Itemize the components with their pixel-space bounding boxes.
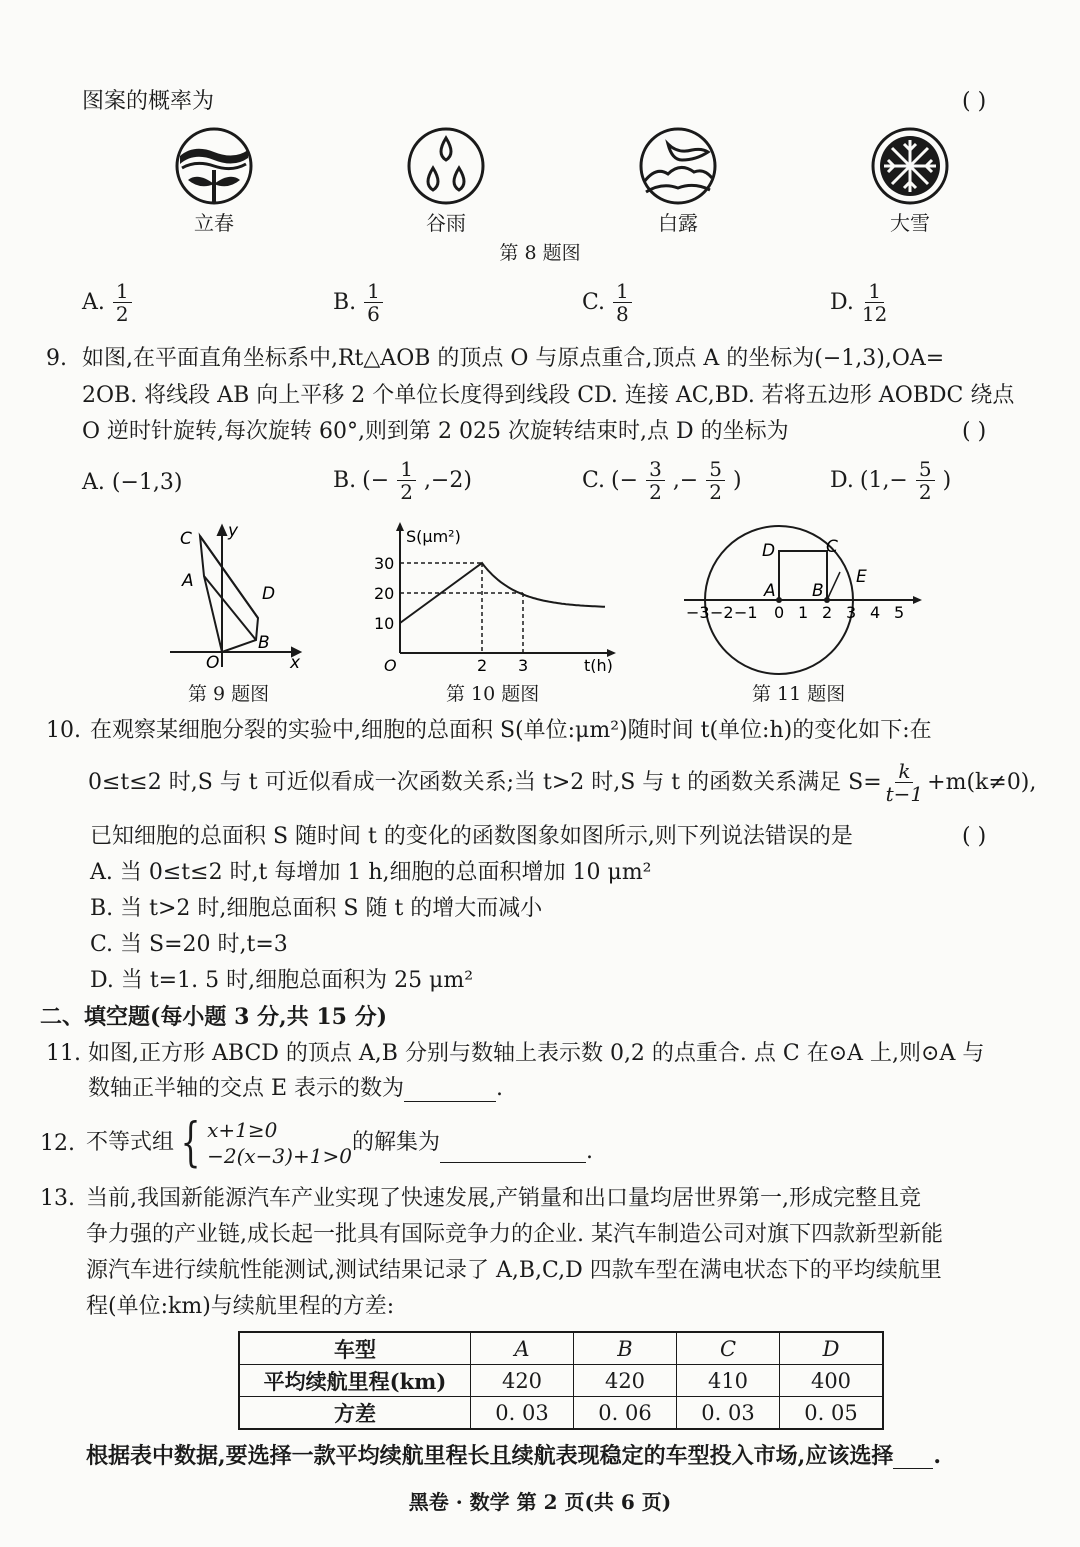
table-cell: 车型 [239, 1332, 471, 1365]
table-cell: 400 [780, 1365, 884, 1397]
q10-line3: 已知细胞的总面积 S 随时间 t 的变化的函数图象如图所示,则下列说法错误的是 [90, 824, 853, 849]
origin-label: O [384, 656, 397, 673]
table-cell: 0. 06 [574, 1397, 677, 1430]
y-axis-arrow [396, 522, 404, 531]
q11-answer-blank[interactable] [404, 1081, 496, 1102]
fraction: $\frac{5}{2}$ [706, 458, 725, 503]
guyu-icon [406, 126, 486, 206]
q13-number: 13. [40, 1186, 75, 1211]
range-table [238, 1331, 884, 1430]
fig11-label-e: E [856, 567, 867, 587]
q11-line2-text: 数轴正半轴的交点 E 表示的数为 [88, 1076, 405, 1101]
q10-line2-text: +m(k≠0), [927, 769, 1037, 795]
q10-option-a[interactable]: A. 当 0≤t≤2 时,t 每增加 1 h,细胞的总面积增加 10 μm² [90, 860, 652, 885]
table-cell: 0. 05 [780, 1397, 884, 1430]
fraction: $\frac{1}{2}$ [397, 458, 416, 503]
brace: { [180, 1113, 201, 1173]
fraction: $\frac{1}{8}$ [613, 280, 632, 325]
icon-label-bailu: 白露 [658, 211, 698, 235]
daxue-icon [870, 126, 950, 206]
tick-label: −3 [686, 603, 710, 622]
q9-option-d[interactable] [830, 458, 951, 503]
q8-option-b[interactable] [333, 280, 385, 325]
table-cell: A [471, 1332, 574, 1365]
fig9-label-c: C [180, 529, 192, 549]
option-letter: B. [333, 290, 357, 315]
option-letter: C. [582, 290, 606, 315]
option-text: (− [611, 468, 639, 493]
q13-line4: 程(单位:km)与续航里程的方差: [86, 1294, 395, 1319]
q13-line3: 源汽车进行续航性能测试,测试结果记录了 A,B,C,D 四款车型在满电状态下的平均续航里 [86, 1258, 942, 1283]
inequality-2: −2(x−3)+1>0 [207, 1144, 352, 1168]
fraction: $\frac{1}{12}$ [861, 279, 888, 326]
figure-9 [160, 522, 310, 672]
q8-answer-paren: ( ) [962, 89, 987, 114]
tick-label: 5 [894, 603, 905, 622]
table-cell: 方差 [239, 1397, 471, 1430]
q13-line1: 当前,我国新能源汽车产业实现了快速发展,产销量和出口量均居世界第一,形成完整且竞 [86, 1186, 921, 1211]
tick-label: −1 [734, 603, 758, 622]
q10-line2-text: 0≤t≤2 时,S 与 t 可近似看成一次函数关系;当 t>2 时,S 与 t 的函数关系满足 S= [88, 769, 882, 795]
q9-option-c[interactable] [582, 458, 742, 503]
fig11-label-d: D [762, 541, 776, 561]
q10-line2 [88, 760, 1036, 805]
fig9-label-x: x [290, 653, 301, 672]
y-axis-label: S(μm²) [406, 527, 461, 546]
table-cell: 0. 03 [471, 1397, 574, 1430]
option-text: ,−2) [423, 468, 472, 493]
period: . [496, 1076, 504, 1101]
table-cell: B [574, 1332, 677, 1365]
q13-conclusion [86, 1443, 941, 1469]
fig9-label-o: O [206, 653, 220, 672]
q11-number: 11. [46, 1041, 81, 1066]
icon-label-lichun: 立春 [194, 211, 234, 235]
option-text: ) [732, 468, 742, 493]
figure-10-chart [364, 518, 624, 673]
fraction: $\frac{1}{2}$ [113, 280, 132, 325]
table-cell: 420 [574, 1365, 677, 1397]
period: . [585, 1139, 593, 1164]
table-row [239, 1397, 883, 1430]
fig9-label-d: D [262, 584, 276, 604]
tick-label: −2 [710, 603, 734, 622]
fig9-label-y: y [228, 522, 239, 541]
inequality-system [207, 1117, 352, 1169]
q9-line2: 2OB. 将线段 AB 向上平移 2 个单位长度得到线段 CD. 连接 AC,BD. 若将五边形 AOBDC 绕点 [82, 383, 1015, 408]
q9-answer-paren: ( ) [962, 419, 987, 444]
option-text: ) [942, 468, 952, 493]
option-text: (− [362, 468, 390, 493]
table-cell: 0. 03 [677, 1397, 780, 1430]
x-axis-label: t(h) [584, 656, 613, 673]
inequality-1: x+1≥0 [207, 1118, 278, 1142]
q13-line2: 争力强的产业链,成长起一批具有国际竞争力的企业. 某汽车制造公司对旗下四款新型新能 [86, 1222, 943, 1247]
bailu-icon [638, 126, 718, 206]
section-heading: 二、填空题(每小题 3 分,共 15 分) [40, 1004, 388, 1030]
option-letter: D. [830, 290, 854, 315]
q8-option-d[interactable] [830, 280, 889, 325]
option-text: ,− [672, 468, 699, 493]
q9-number: 9. [46, 346, 67, 371]
table-cell: 平均续航里程(km) [239, 1365, 471, 1397]
q9-line1: 如图,在平面直角坐标系中,Rt△AOB 的顶点 O 与原点重合,顶点 A 的坐标为(−1,3),OA= [82, 346, 945, 371]
tick-label: 2 [822, 603, 833, 622]
fig9-caption: 第 9 题图 [188, 683, 270, 705]
fraction: $\frac{1}{6}$ [364, 280, 383, 325]
q8-figure-caption: 第 8 题图 [499, 242, 581, 264]
fig9-label-a: A [182, 571, 194, 591]
option-letter: B. [333, 468, 357, 493]
table-header-row [239, 1332, 883, 1365]
q10-option-b[interactable]: B. 当 t>2 时,细胞总面积 S 随 t 的增大而减小 [90, 896, 543, 921]
q12-post: 的解集为 [351, 1130, 440, 1155]
fig11-label-b: B [812, 581, 824, 601]
fraction: $\frac{5}{2}$ [916, 458, 935, 503]
q9-line3: O 逆时针旋转,每次旋转 60°,则到第 2 025 次旋转结束时,点 D 的坐标为 [82, 419, 789, 444]
table-cell: 420 [471, 1365, 574, 1397]
q12-pre: 不等式组 [86, 1130, 175, 1155]
q13-answer-blank[interactable] [893, 1448, 933, 1469]
tick-label: 4 [870, 603, 881, 622]
icon-label-guyu: 谷雨 [426, 211, 466, 235]
fig9-label-b: B [258, 633, 270, 653]
q12-number: 12. [40, 1131, 75, 1156]
y-tick-label: 10 [374, 614, 395, 633]
q9-option-a[interactable]: A. (−1,3) [82, 470, 183, 495]
q13-conclusion-text: 根据表中数据,要选择一款平均续航里程长且续航表现稳定的车型投入市场,应该选择 [86, 1443, 894, 1469]
q10-answer-paren: ( ) [962, 824, 987, 849]
y-tick-label: 30 [374, 554, 395, 573]
x-tick-label: 3 [518, 656, 529, 673]
fig10-caption: 第 10 题图 [446, 683, 540, 705]
x-tick-label: 2 [477, 656, 488, 673]
q9-option-b[interactable] [333, 458, 472, 503]
table-cell: C [677, 1332, 780, 1365]
fig11-label-c: C [826, 537, 838, 557]
q10-option-c[interactable]: C. 当 S=20 时,t=3 [90, 932, 288, 957]
icon-label-daxue: 大雪 [890, 211, 930, 235]
tick-label: 1 [798, 603, 809, 622]
option-letter: C. [582, 468, 606, 493]
option-letter: A. [82, 290, 105, 315]
table-row [239, 1365, 883, 1397]
table-cell: 410 [677, 1365, 780, 1397]
q11-line2 [88, 1076, 503, 1102]
q12-answer-blank[interactable] [440, 1142, 586, 1163]
tick-label: 3 [846, 603, 857, 622]
q10-number: 10. [46, 718, 81, 743]
tick-label: 0 [774, 603, 785, 622]
period: . [933, 1443, 941, 1469]
figure-11 [680, 522, 930, 680]
page-footer: 黑卷 · 数学 第 2 页(共 6 页) [408, 1490, 672, 1514]
fig11-caption: 第 11 题图 [752, 683, 846, 705]
table-cell: D [780, 1332, 884, 1365]
q10-option-d[interactable]: D. 当 t=1. 5 时,细胞总面积为 25 μm² [90, 968, 474, 993]
q8-option-c[interactable] [582, 280, 634, 325]
q8-option-a[interactable] [82, 280, 134, 325]
y-tick-label: 20 [374, 584, 395, 603]
fig11-label-a: A [764, 581, 776, 601]
q10-line1: 在观察某细胞分裂的实验中,细胞的总面积 S(单位:μm²)随时间 t(单位:h)的变化如下:在 [90, 718, 932, 743]
q8-stem-tail: 图案的概率为 [82, 89, 215, 114]
q11-line1: 如图,正方形 ABCD 的顶点 A,B 分别与数轴上表示数 0,2 的点重合. 点 C 在⊙A 上,则⊙A 与 [88, 1041, 985, 1066]
fraction: $\frac{k}{t-1}$ [885, 759, 924, 806]
option-text: (1,− [859, 468, 908, 493]
lichun-icon [174, 126, 254, 206]
option-letter: D. [830, 468, 854, 493]
q12-line [86, 1110, 593, 1176]
fraction: $\frac{3}{2}$ [646, 458, 665, 503]
